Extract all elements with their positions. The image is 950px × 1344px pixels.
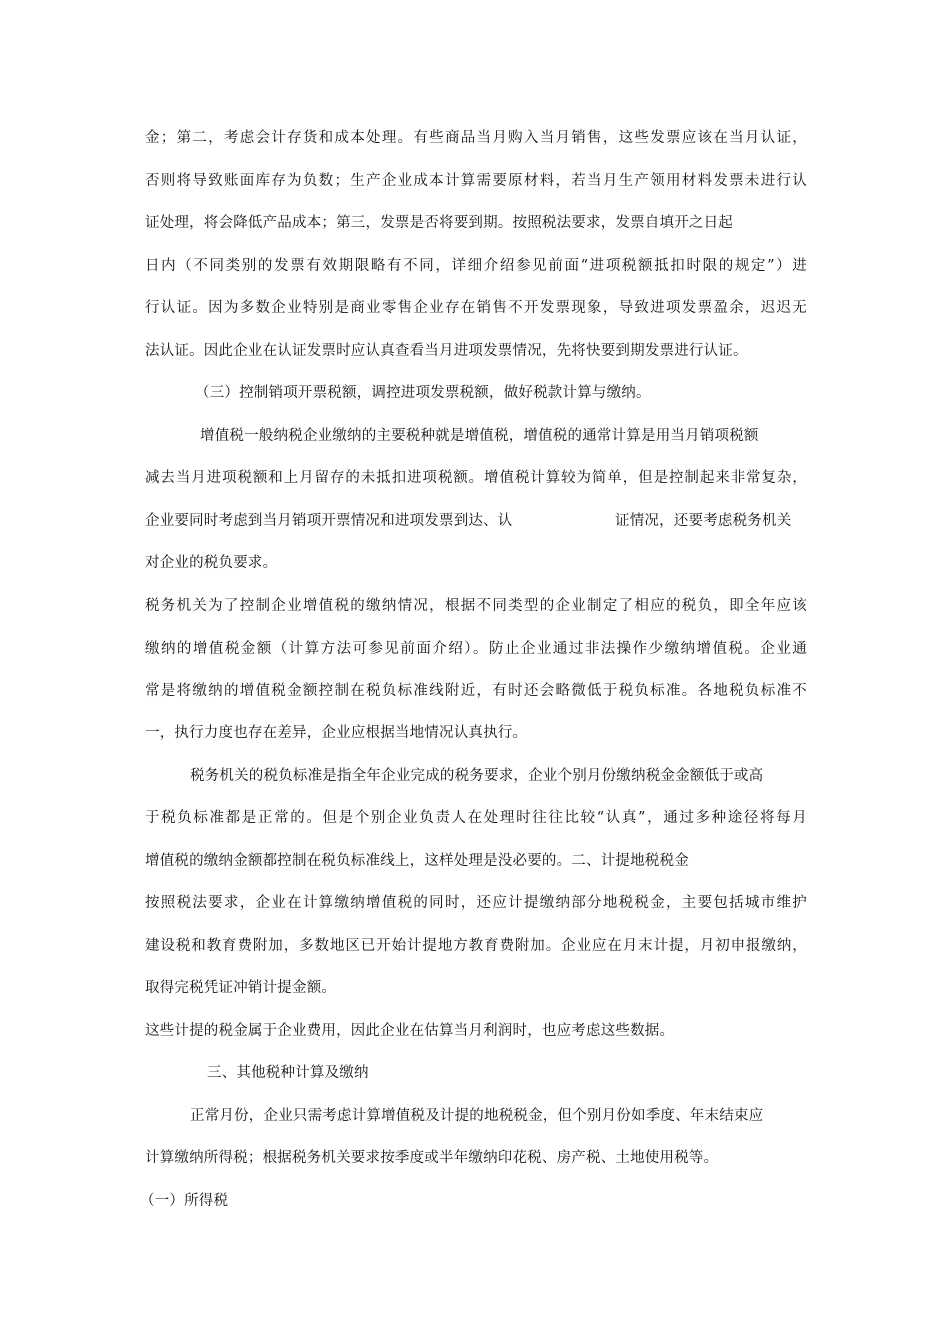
text-line: 常是将缴纳的增值税金额控制在税负标准线附近，有时还会略微低于税负标准。各地税负标准不 bbox=[145, 683, 807, 699]
text-line: 否则将导致账面库存为负数；生产企业成本计算需要原材料，若当月生产领用材料发票未进行认 bbox=[145, 173, 807, 189]
text-line: 证情况，还要考虑税务机关 bbox=[615, 513, 792, 529]
text-line: 增值税的缴纳金额都控制在税负标准线上，这样处理是没必要的。二、计提地税税金 bbox=[145, 853, 689, 869]
text-line: 证处理，将会降低产品成本；第三，发票是否将要到期。按照税法要求，发票自填开之日起 bbox=[145, 215, 733, 231]
section-heading: （一）所得税 bbox=[140, 1193, 229, 1209]
text-line: 计算缴纳所得税；根据税务机关要求按季度或半年缴纳印花税、房产税、土地使用税等。 bbox=[145, 1150, 719, 1166]
text-line: 法认证。因此企业在认证发票时应认真查看当月进项发票情况，先将快要到期发票进行认证。 bbox=[145, 343, 748, 359]
text-line: 日内（不同类别的发票有效期限略有不同，详细介绍参见前面“进项税额抵扣时限的规定”）进 bbox=[145, 258, 807, 274]
text-line: 金；第二，考虑会计存货和成本处理。有些商品当月购入当月销售，这些发票应该在当月认证， bbox=[145, 130, 807, 146]
text-line: 按照税法要求，企业在计算缴纳增值税的同时，还应计提缴纳部分地税税金，主要包括城市维护 bbox=[145, 895, 807, 911]
text-line: 税务机关为了控制企业增值税的缴纳情况，根据不同类型的企业制定了相应的税负，即全年应该 bbox=[145, 598, 807, 614]
text-line: 这些计提的税金属于企业费用，因此企业在估算当月利润时，也应考虑这些数据。 bbox=[145, 1023, 675, 1039]
text-line: 税务机关的税负标准是指全年企业完成的税务要求，企业个别月份缴纳税金金额低于或高 bbox=[190, 768, 764, 784]
text-line: 增值税一般纳税企业缴纳的主要税种就是增值税，增值税的通常计算是用当月销项税额 bbox=[200, 428, 759, 444]
text-line: 减去当月进项税额和上月留存的未抵扣进项税额。增值税计算较为简单，但是控制起来非常复杂， bbox=[145, 470, 807, 486]
text-line: 企业要同时考虑到当月销项开票情况和进项发票到达、认 bbox=[145, 513, 513, 529]
text-line: 取得完税凭证冲销计提金额。 bbox=[145, 980, 337, 996]
section-heading: 三、其他税种计算及缴纳 bbox=[207, 1065, 369, 1081]
text-line: 缴纳的增值税金额（计算方法可参见前面介绍）。防止企业通过非法操作少缴纳增值税。企业通 bbox=[145, 641, 807, 657]
text-line: 于税负标准都是正常的。但是个别企业负责人在处理时往往比较“认真”，通过多种途径将每月 bbox=[145, 810, 807, 826]
text-line: 建设税和教育费附加，多数地区已开始计提地方教育费附加。企业应在月末计提，月初申报缴纳， bbox=[145, 938, 807, 954]
text-line: 正常月份，企业只需考虑计算增值税及计提的地税税金，但个别月份如季度、年末结束应 bbox=[190, 1108, 764, 1124]
text-line: 对企业的税负要求。 bbox=[145, 555, 278, 571]
text-line: 行认证。因为多数企业特别是商业零售企业存在销售不开发票现象，导致进项发票盈余，迟迟无 bbox=[145, 300, 807, 316]
section-heading: （三）控制销项开票税额，调控进项发票税额，做好税款计算与缴纳。 bbox=[195, 385, 651, 401]
text-line: 一，执行力度也存在差异，企业应根据当地情况认真执行。 bbox=[145, 725, 528, 741]
